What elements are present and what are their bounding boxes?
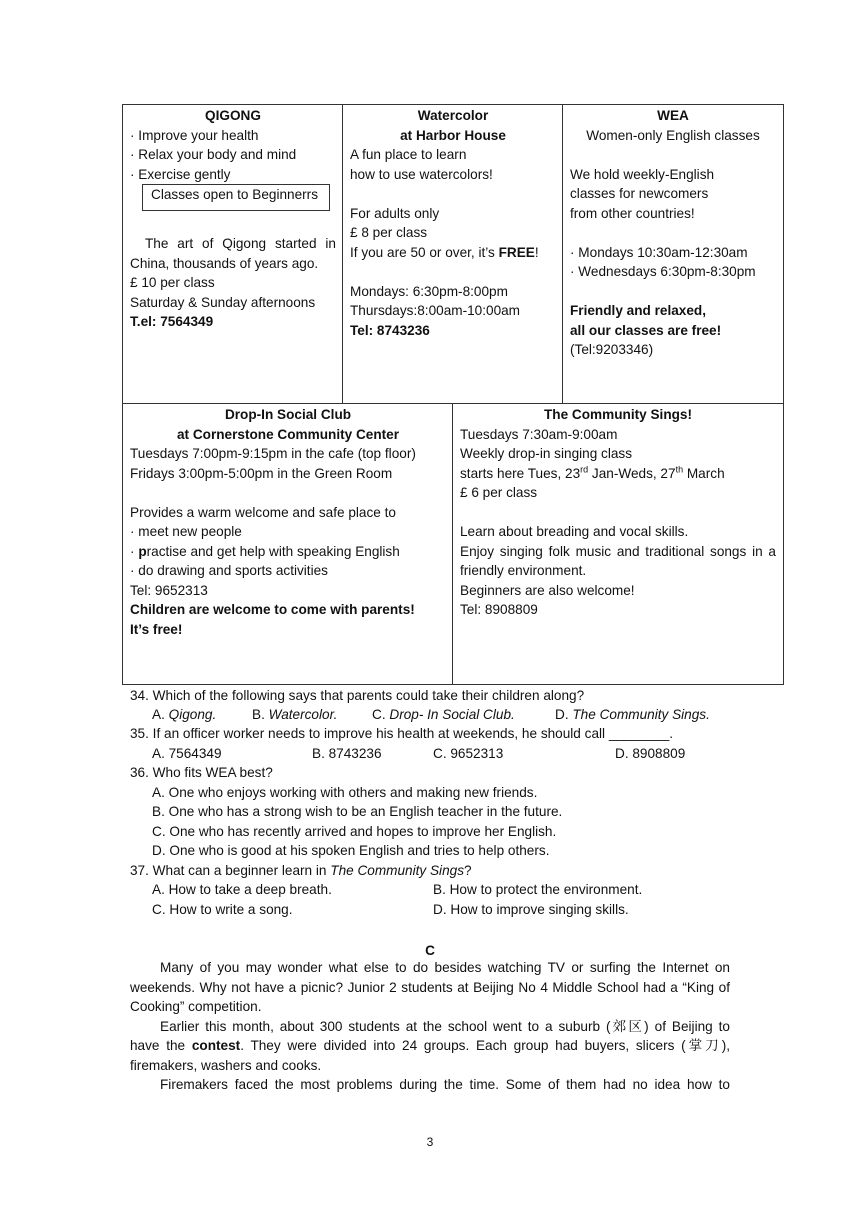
dropin-bold: It’s free! [130,621,183,637]
question-37-option-d: D. How to improve singing skills. [433,902,629,917]
table-divider [562,104,563,404]
dropin-bullet: · practise and get help with speaking English [130,543,400,559]
question-35-option-d: D. 8908809 [615,746,686,761]
question-36-option-b: B. One who has a strong wish to be an English teacher in the future. [152,804,563,819]
sings-title: The Community Sings! [543,407,693,422]
sings-enjoy: Enjoy singing folk music and traditional songs in a [460,543,776,559]
qigong-price: £ 10 per class [130,275,215,290]
passage-body [130,958,730,1095]
dropin-bullet: · do drawing and sports activities [130,563,328,578]
wea-text: classes for newcomers [570,186,709,201]
qigong-desc: The art of Qigong started in [145,236,336,251]
question-34-stem: 34. Which of the following says that parents could take their children along? [130,688,585,703]
watercolor-thursday: Thursdays:8:00am-10:00am [350,303,521,318]
sings-time: Tuesdays 7:30am-9:00am [460,426,618,442]
passage-line: Earlier this month, about 300 students at the school went to a suburb (郊区) of Beijing to [160,1018,730,1034]
question-36-option-a: A. One who enjoys working with others and making new friends. [152,785,538,800]
qigong-details [130,234,336,332]
dropin-bold: Children are welcome to come with parents! [130,602,415,617]
wea-subtitle: Women-only English classes [586,127,760,143]
qigong-bullet: · Improve your health [130,127,259,143]
sings-cell [460,405,776,620]
dropin-subtitle: at Cornerstone Community Center [176,426,400,442]
watercolor-text: A fun place to learn [350,147,467,162]
question-35-option-c: C. 9652313 [433,746,504,761]
question-34-option-a: A. Qigong. [152,707,217,722]
sings-tel: Tel: 8908809 [460,602,538,617]
watercolor-cell [350,106,556,340]
sings-weekly: Weekly drop-in singing class [460,446,633,461]
beginners-note-box: Classes open to Beginnerrs [142,184,330,211]
wea-monday: · Mondays 10:30am-12:30am [570,244,748,260]
watercolor-tel: Tel: 8743236 [350,322,430,338]
watercolor-monday: Mondays: 6:30pm-8:00pm [350,283,508,299]
question-36-option-d: D. One who is good at his spoken English and tries to help others. [152,843,550,858]
question-36-option-c: C. One who has recently arrived and hopes to improve her English. [152,824,557,839]
page-number: 3 [426,1135,434,1149]
passage-heading: C [425,943,435,958]
wea-text: from other countries! [570,205,695,221]
wea-bold: all our classes are free! [570,322,722,338]
question-37-option-b: B. How to protect the environment. [433,882,643,897]
qigong-tel: T.el: 7564349 [130,314,214,329]
table-divider [342,104,343,404]
dropin-friday: Fridays 3:00pm-5:00pm in the Green Room [130,465,393,481]
qigong-cell [130,106,336,184]
question-35-option-a: A. 7564349 [152,746,222,761]
watercolor-subtitle: at Harbor House [400,127,506,143]
watercolor-text: For adults only [350,205,440,221]
question-37-option-c: C. How to write a song. [152,902,293,917]
wea-tel: (Tel:9203346) [570,342,654,357]
question-37-stem: 37. What can a beginner learn in The Community Sings? [130,863,472,878]
passage-line: Cooking” competition. [130,999,262,1014]
watercolor-title: Watercolor [417,108,489,123]
passage-line: have the contest. They were divided into 24 groups. Each group had buyers, slicers (掌刀), [130,1038,730,1053]
passage-line: firemakers, washers and cooks. [130,1057,322,1073]
dropin-tuesday: Tuesdays 7:00pm-9:15pm in the cafe (top floor) [130,446,416,461]
question-34-option-d: D. The Community Sings. [555,707,710,722]
watercolor-price: £ 8 per class [350,225,428,240]
dropin-cell [130,405,446,639]
question-37-option-a: A. How to take a deep breath. [152,882,332,897]
watercolor-text: how to use watercolors! [350,166,493,182]
wea-bold: Friendly and relaxed, [570,303,706,318]
dropin-intro: Provides a warm welcome and safe place to [130,504,396,520]
passage-line: Firemakers faced the most problems during the time. Some of them had no idea how to [160,1077,730,1092]
table-divider [452,403,453,685]
question-35-option-b: B. 8743236 [312,746,382,761]
sings-enjoy: friendly environment. [460,563,587,578]
sings-learn: Learn about breading and vocal skills. [460,524,689,539]
wea-wednesday: · Wednesdays 6:30pm-8:30pm [570,264,756,279]
qigong-desc: China, thousands of years ago. [130,255,319,271]
dropin-title: Drop-In Social Club [224,407,352,422]
qigong-bullet: · Relax your body and mind [130,147,297,162]
wea-text: We hold weekly-English [570,166,715,182]
question-34-option-b: B. Watercolor. [252,707,338,722]
qigong-time: Saturday & Sunday afternoons [130,294,316,310]
wea-title: WEA [657,108,689,123]
question-36-stem: 36. Who fits WEA best? [130,765,273,780]
passage-line: weekends. Why not have a picnic? Junior 2 students at Beijing No 4 Middle School had a “King of [130,979,730,995]
sings-beginners: Beginners are also welcome! [460,582,635,598]
sings-dates: starts here Tues, 23rd Jan-Weds, 27th March [460,463,725,481]
sings-price: £ 6 per class [460,485,538,500]
watercolor-free-line: If you are 50 or over, it’s FREE! [350,244,539,260]
dropin-bullet: · meet new people [130,524,242,539]
question-34-option-c: C. Drop- In Social Club. [372,707,515,722]
qigong-bullet: · Exercise gently [130,166,231,182]
wea-cell [570,106,776,360]
passage-line: Many of you may wonder what else to do besides watching TV or surfing the Internet on [160,960,730,975]
question-35-stem: 35. If an officer worker needs to improve his health at weekends, he should call ________. [130,726,674,741]
dropin-tel: Tel: 9652313 [130,582,208,598]
qigong-title: QIGONG [205,108,261,123]
